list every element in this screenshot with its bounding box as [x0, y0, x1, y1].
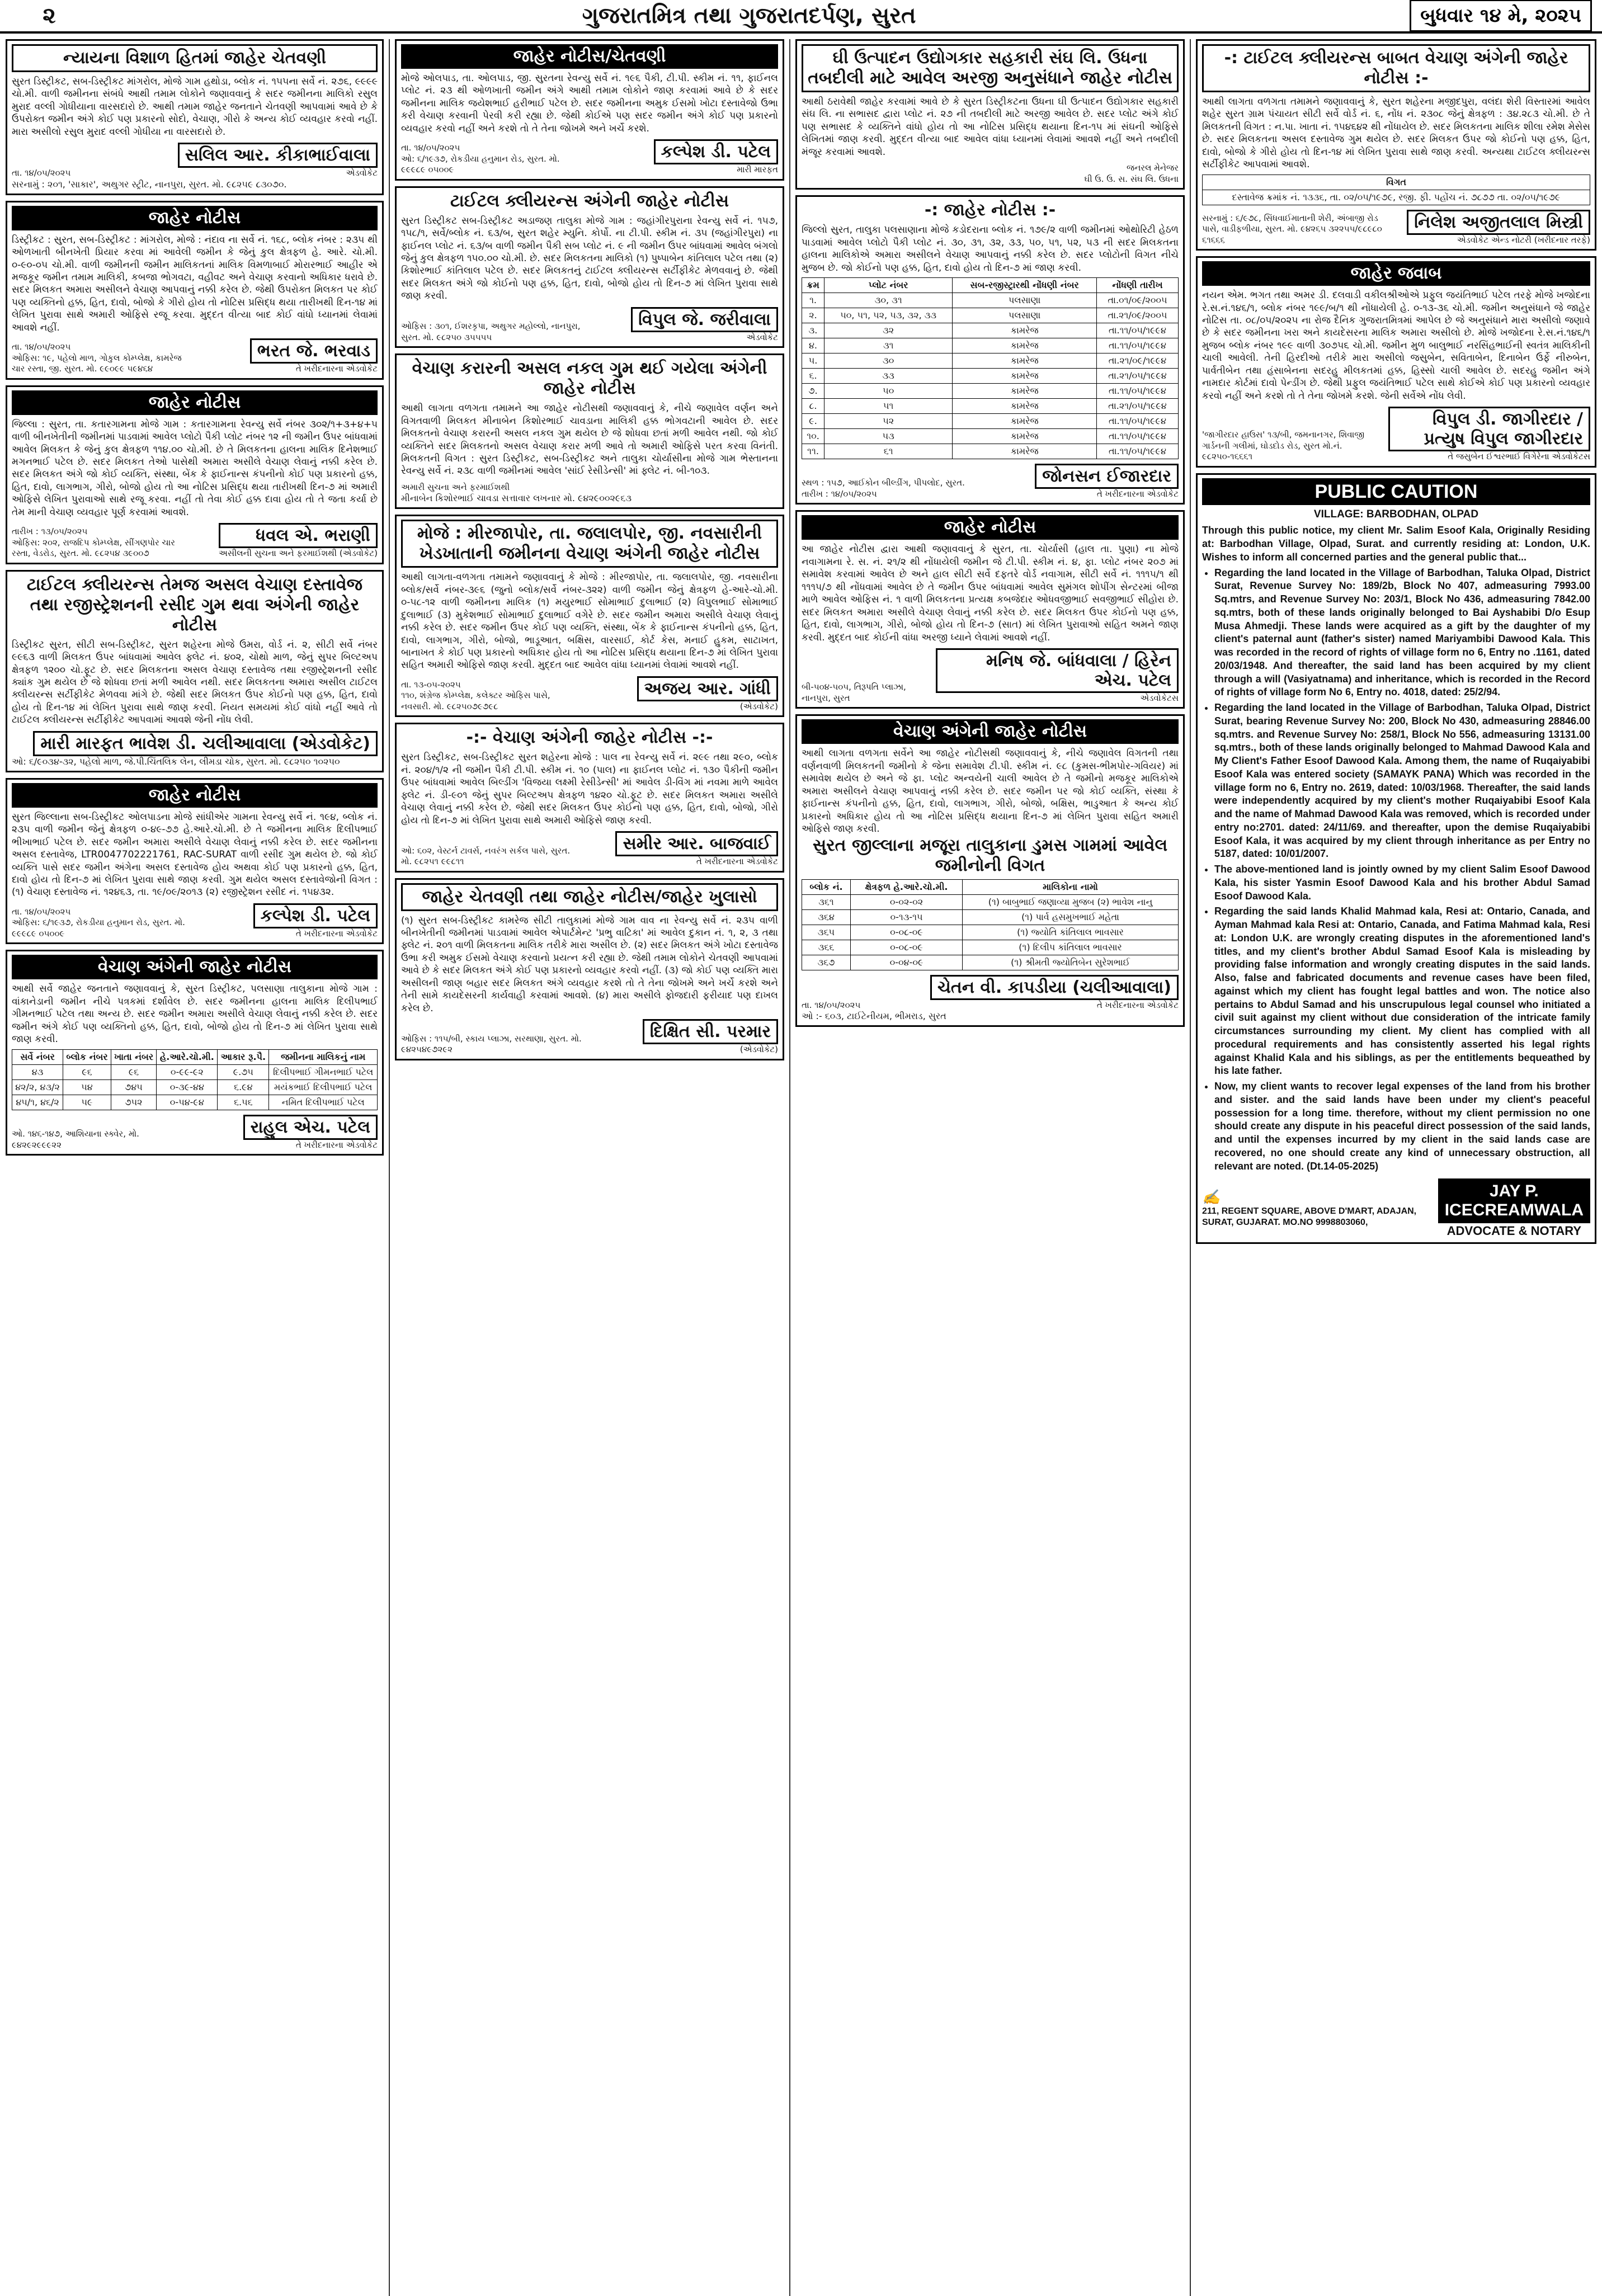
- table-cell: તા.૧૧/૦૫/૧૯૯૪: [1096, 338, 1178, 353]
- advocate-signature: [178, 143, 378, 179]
- table-cell: ૭૫૨: [111, 1095, 156, 1110]
- advocate-role: અસીલની સુચના અને ફરમાઈશથી (એડવોકેટ): [219, 548, 378, 559]
- advocate-role: (એડવોકેટ): [739, 701, 778, 711]
- table-cell: ૩૦, ૩૧: [824, 293, 953, 308]
- signature-block: [12, 1115, 378, 1151]
- issue-date: બુધવાર ૧૪ મે, ૨૦૨૫: [1410, 0, 1592, 32]
- table-cell: તા.૨૧/૦૫/૧૯૯૪: [1096, 368, 1178, 383]
- advocate-role: તે ખરીદનારના એડવોકેટ: [696, 856, 778, 866]
- signature-block: [401, 307, 778, 343]
- advocate-signature: [219, 523, 378, 559]
- table-cell: (૧) શ્રીમતી જ્યોતિબેન સુરેશભાઈ: [963, 955, 1179, 970]
- table-cell: ૧૦.: [802, 428, 824, 444]
- table-header-cell: ક્રમ: [802, 277, 824, 293]
- table-cell: ૯.૭૫: [218, 1064, 269, 1079]
- table-cell: કામરેજ: [953, 428, 1097, 444]
- table-row: [12, 1095, 378, 1110]
- table-cell: ૩૬૫: [802, 925, 851, 940]
- table-cell: ૯૬: [63, 1064, 111, 1079]
- table-row: [802, 428, 1179, 444]
- signature-date-address: ઓ: ૬૦૨, વેસ્ટર્ન ટાવર્સ, નવરંગ સર્કલ પાસે, સુરત. મો. ૯૮૨૫૧ ૯૯૮૧૧: [401, 845, 571, 866]
- legal-notice: [1196, 39, 1596, 251]
- notice-title: જાહેર નોટીસ: [12, 783, 378, 808]
- column-1: [6, 39, 384, 2296]
- table-cell: ૪.: [802, 338, 824, 353]
- notice-title: ઘી ઉત્પાદન ઉદ્યોગકાર સહકારી સંઘ લિ. ઉધના તબદીલી માટે આવેલ અરજી અનુસંધાને જાહેર નોટીસ: [802, 44, 1179, 92]
- advocate-role: તે જસુબેન ઈશ્વરભાઈ વિગેરેના એડવોકેટસ: [1448, 451, 1590, 462]
- legal-notice: [395, 878, 784, 1060]
- legal-notice: [395, 353, 784, 509]
- signature-date-address: સ્થળ : ૧૫૭, આઈકોન બીલ્ડીંગ, પીપલોદ, સુરત. તારીખ : ૧૪/૦૫/૨૦૨૫: [802, 478, 965, 499]
- notice-body: જિલ્લા : સુરત, તા. કતારગામના મોજે ગામ : કતારગામના રેવન્યુ સર્વે નંબર ૩૦૨/૧+૩+૪+૫ વાળી બીનખેતીની જમીનમાં પાડવામાં આવેલ પ્લોટો પૈકી પ્લોટ નંબર ૧૨ ની જમીન ઉપર બાંધવામાં આવેલ મિલકત કે જેનું કુલ ક્ષેત્રફળ ૧૧૪.૦૦ ચો.મી. છે તે મિલકતના હાલના માલિક દિનેશભાઈ મગનભાઈ પટેલ છે. સદર મિલકત તેઓ પાસેથી અમારા અસીલે વેચાણ લેવાનું નક્કી કરેલ છે. સદર મિલકત અંગે જો કોઈ વ્યક્તિ, સંસ્થા, બેંક કે ફાઈનાન્સ કંપનીનો કોઈ પણ પ્રકારનો હક્ક, હિત, દાવો, લાગભાગ, ગીરો, બોજો હોય તો આ નોટિસ પ્રસિદ્ધ થયા તારીખથી દિન-૭ માં અમારી ઓફિસે લેખિત પુરાવાઓ સાથે રજૂ કરવા. નહીં તો તેવા કોઈ હક્ક દાવા હોય તો તે જતા કર્યા છે તેમ માની વેચાણ વ્યવહાર પૂર્ણ કરવામાં આવશે.: [12, 418, 378, 518]
- legal-notice: [395, 39, 784, 181]
- legal-notice: [6, 385, 384, 564]
- table-cell: પલસાણા: [953, 308, 1097, 323]
- advocate-role: તે ખરીદનારના એડવોકેટ: [1096, 488, 1179, 499]
- legal-notice: [395, 186, 784, 348]
- advocate-signature: [250, 338, 378, 375]
- table-header-cell: જમીનના માલિકનું નામ: [269, 1049, 378, 1064]
- signature-block: [12, 338, 378, 375]
- notice-body: આથી લાગતા વળગતા સર્વેને આ જાહેર નોટીસથી જણાવવાનું કે, નીચે જણાવેલ વિગતની તથા વર્ણનવાળી મિલકતની જમીનો કે જેના સમાવેશ ટી.પી. સ્કીમ નં. ૯૮ (કુમસ-ભીમપોર-ગવિયર) માં સમાવેશ થયેલ છે અને જે ફા. પ્લોટ અન્વયેની ચાલી આવેલ છે તે જમીનો મજકૂર માલિકોએ અમારા અસીલને વેચાણ આપવાનું નક્કી કરેલ છે. સદર જમીન પર જો કોઈ વ્યક્તિ, સંસ્થા કે ફાઈનાન્સ કંપનીનો હક્ક, હિત, દાવો, લાગભાગ, ગીરો, બોજો, બક્ષિસ, ભાડુઆત કે અન્ય કોઈ પ્રકારનો અધિકાર હોય તો આ નોટિસ પ્રસિદ્ધ થયાના દિન-૭ માં લેખિત પુરાવા સહિત અમારી ઓફિસે જાણ કરવી.: [802, 748, 1179, 835]
- notice-title: વેચાણ અંગેની જાહેર નોટીસ: [802, 719, 1179, 744]
- notice-title: -: જાહેર નોટીસ :-: [924, 200, 1056, 220]
- table-cell: ૩૬૪: [802, 909, 851, 925]
- notice-title: જાહેર જવાબ: [1202, 261, 1590, 286]
- advocate-role: તે ખરીદનારના એડવોકેટ: [295, 1139, 378, 1150]
- advocate-signature: [253, 903, 378, 940]
- signature-date-address: ઓફિસ : ૩૦૧, ઈશરકૃપા, અથુગર મહોલ્લો, નાનપુરા, સુરત. મો. ૯૮૨૫૦ ૩૫૫૫૫: [401, 321, 581, 342]
- table-cell: (૧) પાર્વ હસમુખભાઈ મહેતા: [963, 909, 1179, 925]
- legal-notice: [395, 723, 784, 872]
- signature-block: [802, 975, 1179, 1011]
- legal-notice: [395, 515, 784, 717]
- table-header-cell: પ્લોટ નંબર: [824, 277, 953, 293]
- notice-body: નયન એમ. ભગત તથા અમર ડી. દલવાડી વકીલશ્રીઓએ પ્રફુલ જયંતિભાઈ પટેલ તરફે મોજે ખજોદના રે.સ.નં.૧૪૬/૧, બ્લોક નંબર ૧૯૯/બ/૧ થી નોંધાયેલી હે. ૦-૧૩-૩૬ ચો.મી. જમીન અનુસંધાને જે જાહેર નોટિસ તા. ૦૮/૦૫/૨૦૨૫ ના રોજ દૈનિક ગુજરાતમિત્રમાં આપેલ છે જે અનુસંધાને મારા અસીલો જણાવે છે કે સદર જમીનના ખરા અને કાયદેસરના માલિક અમારા અસીલો છે. મોજે ખજોદના રે.સ.નં.૧૪૬/૧ મુજબ બ્લોક નંબર ૧૯૯ વાળી ૩૦૭૫૬ ચો.મી. જમીન મુળ બાલુભાઈ નરસિંહભાઈની સ્વતંત્ર માલિકીની ચાલી આવેલી. તેની હિરદીઓ તરીકે મારા અસીલો જસુબેન, સવિતાબેન, દિનાબેન ઉર્ફે નીરુબેન, પાર્વતીબેન તથા હંસાબેનના સદરહુ મીલકતમાં હક્ક, હિસ્સો ચાલી આવેલ છે. સદરહુ જમીન અંગે નામદાર કોર્ટમાં દાવો પેન્ડીંગ છે. જેથી પ્રફુલ જયંતિભાઈ પટેલ સાથે કોઈએ કોઈ પણ પ્રકારનો વ્યવહાર કરવો નહીં અને કરશે તો તે તેના જોખમે કરશે. જેની સર્વેએ નોંધ લેવી.: [1202, 290, 1590, 402]
- notice-title: -: ટાઈટલ ક્લીયરન્સ બાબત વેચાણ અંગેની જાહેર નોટીસ :-: [1202, 44, 1590, 92]
- table-row: [1203, 190, 1590, 205]
- legal-notice: [1196, 256, 1596, 467]
- signature-block: [401, 1019, 778, 1055]
- table-cell: કામરેજ: [953, 368, 1097, 383]
- signature-date-address: 'જાગીરદાર હાઉસ' ૧૩/બી, જમનાનગર, શિવાજી ગાર્ડનની ગલીમાં, ઘોડદોડ રોડ, સુરત મો.નં. ૯૮૨૫૦-૧૬૬૬૧: [1202, 430, 1365, 462]
- signature-block: [802, 163, 1179, 185]
- notice-table: [802, 879, 1179, 970]
- table-cell: ૫૩: [824, 428, 953, 444]
- table-cell: ૦-૧૩-૧૫: [850, 909, 962, 925]
- notice-body: (૧) સુરત સબ-ડિસ્ટ્રીકટ કામરેજ સીટી તાલુકામાં મોજે ગામ વાવ ના રેવન્યુ સર્વે નં. ૨૩૫ વાળી બીનખેતીની જમીનમાં પાડવામાં આવેલ એપાર્ટમેન્ટ 'પ્રભુ વાટિકા' માં આવેલ દુકાન નં. ૧, ૨, ૩ તથા ફ્લેટ નં. ૨૦૧ વાળી મિલકતના માલિક તરીકે મારા અસીલ છે. (૨) સદર મિલકત અંગે ખોટા દસ્તાવેજ ઉભા કરી અમુક ઈસમો વેચાણ કરવાનો પ્રયત્ન કરી રહ્યા છે. જેથી તમામ લોકોને ચેતવણી આપવામાં આવે છે કે સદર મિલકત અંગે કોઈ પણ પ્રકારનો વ્યવહાર કરવો નહીં. (૩) જો કોઈ પણ વ્યક્તિ મારા અસીલની જાણ બહાર સદર મિલકત અંગે વ્યવહાર કરશે તો તે તેના જોખમે અને ખર્ચે કરશે અને તેની સામે કાયદેસરની કાર્યવાહી કરવામાં આવશે. (૪) મારા અસીલે ફોજદારી ફરીયાદ પણ દાખલ કરેલ છે.: [401, 914, 779, 1014]
- public-caution-subtitle: VILLAGE: BARBODHAN, OLPAD: [1313, 508, 1479, 521]
- table-cell: કામરેજ: [953, 383, 1097, 398]
- table-cell: ૬૧: [824, 444, 953, 459]
- table-cell: ૩૩: [824, 368, 953, 383]
- signature-address: સરનામું : ૨૦૧, 'સાકાર', અથુગર સ્ટ્રીટ, નાનપુરા, સુરત. મો. ૯૮૨૫૯ ૮૩૦૭૦.: [12, 178, 287, 190]
- advocate-role: એડવોકેટ એન્ડ નોટરી (ખરીદનાર તરફે): [1457, 234, 1590, 245]
- notice-title: -:- વેચાણ અંગેની જાહેર નોટીસ -:-: [466, 728, 713, 748]
- legal-notice: [795, 195, 1185, 505]
- legal-notice: [795, 510, 1185, 709]
- signature-date-address: તા. ૧૪/૦૫/૨૦૨૫ ઓફિસ: ૬/૧૯૩૭, રોકડીયા હનુમાન રોડ, સુરત. મો. ૯૯૯૮૯ ૦૫૦૦૯: [12, 906, 185, 939]
- table-header-cell: વિગત: [1203, 175, 1590, 190]
- table-row: [802, 955, 1179, 970]
- advocate-signature: [1085, 163, 1179, 185]
- notice-title: જાહેર ચેતવણી તથા જાહેર નોટીસ/જાહેર ખુલાસો: [401, 883, 778, 911]
- legal-notice: [6, 201, 384, 380]
- notice-title: જાહેર નોટીસ: [12, 206, 378, 230]
- table-cell: ૩૧: [824, 338, 953, 353]
- table-cell: ૫૧: [824, 398, 953, 413]
- table-cell: ૩.: [802, 323, 824, 338]
- signature-date-address: તા. ૧૪/૦૫/૨૦૨૫: [802, 1000, 861, 1010]
- table-cell: (૧) બાબુભાઈ જણાવ્યા મુજબ (૨) ભાવેશ નાનુ: [963, 894, 1179, 909]
- table-cell: ૭૪૫: [111, 1079, 156, 1095]
- advocate-name: મનિષ જે. બાંધવાલા / હિરેન એચ. પટેલ: [936, 648, 1179, 693]
- advocate-role: તે ખરીદનારના એડવોકેટ: [295, 364, 378, 374]
- table-row: [802, 413, 1179, 428]
- table-cell: (૧) જ્યોતિ કાંતિલાલ ભાવસાર: [963, 925, 1179, 940]
- signature-block: [12, 523, 378, 559]
- table-cell: ૩૨: [824, 323, 953, 338]
- public-caution-intro: Through this public notice, my client Mr. Salim Esoof Kala, Originally Residing at: Barbodhan Village, Olpad, Surat. and currently residing at: London, U.K. Wishes to inform all concerned parties and the general public that...: [1202, 525, 1590, 563]
- advocate-role: એડવોકેટસ: [1140, 692, 1179, 703]
- table-cell: કામરેજ: [953, 323, 1097, 338]
- table-row: [802, 398, 1179, 413]
- advocate-name: રાહુલ એચ. પટેલ: [243, 1115, 378, 1140]
- table-cell: તા.૧૧/૦૫/૧૯૯૪: [1096, 383, 1178, 398]
- table-cell: ૩૬૧: [802, 894, 851, 909]
- advocate-name: ચેતન વી. કાપડીયા (ચલીઆવાલા): [930, 975, 1179, 1000]
- table-cell: ૫૯: [63, 1095, 111, 1110]
- notice-title: ટાઈટલ ક્લીયરન્સ તેમજ અસલ વેચાણ દસ્તાવેજ તથા રજીસ્ટ્રેશનની રસીદ ગુમ થવા અંગેની જાહેર નોટીસ: [26, 574, 363, 635]
- advocate-signature: [1407, 210, 1590, 246]
- advocate-role: તે ખરીદનારના એડવોકેટ: [295, 928, 378, 939]
- notice-title: ટાઈટલ ક્લીયરન્સ અંગેની જાહેર નોટીસ: [450, 191, 729, 211]
- signature-block: [12, 903, 378, 940]
- table-cell: તા.૨૧/૦૯/૧૯૯૪: [1096, 353, 1178, 368]
- signature-date-address: સરનામું : ૬/૯૭૮, સિંધવાઈમાતાની શેરી, અંબાજી રોડ પાસે, વાડીફળીયા, સુરત. મો. ૯૪૨૬૫ ૩૨૨૫૫/૯૮૯૮૦ ૬૧૬૬૬: [1202, 213, 1382, 245]
- column-4: [1196, 39, 1596, 2296]
- table-cell: પલસાણા: [953, 293, 1097, 308]
- advocate-role: એડવોકેટ: [346, 168, 378, 178]
- notice-body: આથી સર્વે જાહેર જનતાને જણાવવાનું કે, સુરત ડિસ્ટ્રીકટ, પલસાણા તાલુકાના મોજે ગામ : વાંકાનેડાની જમીન નીચે પત્રકમાં દર્શાવેલ છે. સદર જમીનના હાલના માલિક દિલીપભાઈ ગીમનભાઈ પટેલ તથા અન્ય છે. સદર જમીન અમારા અસીલે વેચાણ લેવાનું નક્કી કરેલ છે. સદર જમીન અંગે કોઈ પણ વ્યક્તિનો હક્ક, હિત, દાવો, બોજો હોય તો દિન-૭ માં લેખિત પુરાવા સાથે જાણ કરવી.: [12, 983, 378, 1045]
- table-cell: ૪૩: [12, 1064, 63, 1079]
- notice-body: મોજે ઓલપાડ, તા. ઓલપાડ, જી. સુરતના રેવન્યુ સર્વે નં. ૧૯૬ પૈકી, ટી.પી. સ્કીમ નં. ૧૧, ફાઈનલ પ્લોટ નં. ૨૩ થી ઓળખાતી જમીન અંગે આથી તમામ લોકોને જાણ કરવામાં આવે છે કે સદર જમીનના માલિક જયેશભાઈ હરીભાઈ પટેલ છે. સદર જમીનના અમુક ઈસમો ખોટા દસ્તાવેજો ઉભા કરી વેચાણ કરવાની પેરવી કરી રહ્યા છે. જેથી કોઈએ પણ સદર જમીન અંગે કોઈ પણ પ્રકારનો વ્યવહાર કરવો નહીં અને કરશે તો તે તેના જોખમે અને ખર્ચે કરશે.: [401, 73, 778, 134]
- signature-address: ઓ :- ૬૦૩, ટાઈટેનીયમ, ભીમરાડ, સુરત: [802, 1011, 946, 1021]
- table-cell: ૩૦: [824, 353, 953, 368]
- notice-body: આ જાહેર નોટીસ દ્વારા આથી જણાવવાનું કે સુરત, તા. ચોર્યાસી (હાલ તા. પુણા) ના મોજે નવાગામના રે. સ. નં. ૨૧/૨ થી નોંધાયેલી જમીન જે ટી.પી. સ્કીમ નં. ૪, ફા. પ્લોટ નંબર ૨૦૭ માં સમાવેશ કરવામાં આવેલ છે અને હાલ સીટી સર્વે દફતરે વોર્ડ નવાગામ, સીટી સર્વે નં. ૧૧૧૫/૧ થી ૧૧૧૫/૭ થી નોંધવામાં આવેલ છે તે જમીન ઉપર બાંધવામાં આવેલ સુમંગલ શોપીંગ સેન્ટરમાં બીજા માળે આવેલ ઓફિસ નં. ૧ વાળી મિલકતના પ્રત્યક્ષ કબજેદાર ઓધવજીભાઈ સવજીભાઈ સીહોરા છે. સદર મિલકત અમારા અસીલે વેચાણ લેવાનું નક્કી કરેલ છે. સદર મિલકત ઉપર કોઈનો પણ હક્ક, હિત, દાવો, લાગભાગ, ગીરો, બોજો હોય તો દિન-૭ (સાત) માં લેખિત પુરાવાઓ સહિત અમને જાણ કરવી. મુદ્દત બાદ કોઈની વાંધા અરજી ધ્યાને લેવામાં આવશે નહીં.: [802, 544, 1179, 643]
- advocate-block: [1202, 1178, 1590, 1239]
- notice-body: આથી ઠરાવેથી જાહેર કરવામાં આવે છે કે સુરત ડિસ્ટ્રીકટના ઉધના ઘી ઉત્પાદન ઉદ્યોગકાર સહકારી સંઘ લિ. ના સભાસદ દ્વારા પ્લોટ નં. ૨૭ ની તબદીલી માટે અરજી આવેલ છે. સદર પ્લોટ અંગે કોઈ પણ સભાસદ કે વ્યક્તિને વાંધો હોય તો આ નોટિસ પ્રસિદ્ધ થયાના દિન-૧૫ માં સંઘની ઓફિસે લેખિતમાં જાણ કરવી. મુદ્દત વીત્યા બાદ આવેલ વાંધા ધ્યાનમાં લેવામાં આવશે નહીં અને તબદીલી મંજૂર કરવામાં આવશે.: [802, 96, 1179, 158]
- table-row: [802, 338, 1179, 353]
- advocate-role: મારી મારફત: [737, 164, 778, 175]
- notice-body: ડિસ્ટ્રીકટ : સુરત, સબ-ડિસ્ટ્રીકટ : માંગરોલ, મોજે : નંદાવ ના સર્વે નં. ૧૬૮, બ્લોક નંબર : ૨૩૫ થી ઓળખાતી બીનખેતી પ્રિયાર કરવા માં આવેલી જમીન કે જેનું કુલ ક્ષેત્રફળ હે. આરે. ચો.મી. ૦-૯૦-૦૫ ચો.મી. વાળી જમીનની જમીન માલિકતનાં માલિક વિમળાબાઈ મોરારભાઈ આહીર એ મજકૂર જમીન તમામ માલિકી, કબજા ભોગવટા, વહીવટ અને વેચાણ કરવાનો અધિકાર ધરાવે છે. સદર મિલકત અમારા અસીલને વેચાણ આપવાનું નક્કી કરેલ છે. જેથી ઉપરોક્ત મિલકત પર કોઈ પણ વ્યક્તિનો હક્ક, હિત, દાવો, બોજો કે ગીરો હોય તો નોટિસ પ્રસિદ્ધ થયા તારીખથી દિન-૧૪ માં લેખિત પુરાવા સાથે અમારી ઓફિસે રજૂ કરવા. મુદ્દત વીત્યા બાદ કોઈ વાંધો ધ્યાનમાં લેવામાં આવશે નહીં.: [12, 234, 378, 333]
- table-cell: ૦-૦૪-૦૯: [850, 955, 962, 970]
- notice-title: વેચાણ અંગેની જાહેર નોટીસ: [12, 955, 378, 979]
- notice-body: સુરત ડિસ્ટ્રીકટ, સબ-ડિસ્ટ્રીકટ માંગરોલ, મોજે ગામ હથોડા, બ્લોક નં. ૧૫૫ના સર્વે નં. ૨૭૬, ૯૯૯૯ ચો.મી. વાળી જમીનના સંબંધે આથી તમામ લોકોને જણાવવાનું કે સદર જમીનના માલિકો રસુલ મુરાદ વલ્લી ગોધીયાના વારસદારો છે. આથી તમામ જાહેર જનતાને ચેતવણી આપવામાં આવે છે કે ઉપરોક્ત જમીન અંગે કોઈ પણ પ્રકારનો સોદો, વેચાણ, ગીરો કે અન્ય કોઈ વ્યવહાર કરવો નહીં. મારા અસીલો રસુલ મુરાદ વલ્લી ગોધીયા ના વારસદારો છે.: [12, 76, 378, 138]
- table-cell: દસ્તાવેજ ક્રમાંક નં. ૧૩૩૬, તા. ૦૨/૦૫/૧૯૭૯, રજી. ફી. પહોંચ નં. ૭૮૭૭ તા. ૦૨/૦૫/૧૯૭૯: [1203, 190, 1590, 205]
- table-cell: ૭.: [802, 383, 824, 398]
- table-row: [802, 353, 1179, 368]
- table-cell: ૪૫/૧, ૪૬/૨: [12, 1095, 63, 1110]
- advocate-name: દિક્ષિત સી. પરમાર: [643, 1019, 778, 1044]
- table-header-cell: નોંધણી તારીખ: [1096, 277, 1178, 293]
- table-cell: ૯૬: [111, 1064, 156, 1079]
- advocate-name: સમીર આર. બાજવાઈ: [615, 831, 778, 856]
- masthead: [0, 0, 1602, 34]
- table-cell: ૬.૫૬: [218, 1095, 269, 1110]
- table-cell: ૦-૦૮-૦૯: [850, 925, 962, 940]
- notice-title: ન્યાયના વિશાળ હિતમાં જાહેર ચેતવણી: [12, 44, 378, 72]
- table-cell: કામરેજ: [953, 398, 1097, 413]
- public-caution-title: PUBLIC CAUTION: [1202, 478, 1590, 506]
- signature-block: [401, 139, 778, 176]
- table-row: [802, 383, 1179, 398]
- signature-block: [802, 648, 1179, 704]
- advocate-signature: [33, 731, 378, 756]
- table-cell: ૫૦, ૫૧, ૫૨, ૫૩, ૩૨, ૩૩: [824, 308, 953, 323]
- table-row: [802, 444, 1179, 459]
- advocate-signature: [1035, 464, 1179, 500]
- signature-date-address: તારીખ : ૧૩/૦૫/૨૦૨૫ ઓફિસ: ૨૦૨, રાજદિપ કોમ્પ્લેક્ષ, સીંગણપોર ચાર રસ્તા, વેડરોડ, સુરત. મો. ૯૮૨૫૪ ૩૯૦૦૭: [12, 526, 175, 559]
- notice-body: જિલ્લો સુરત, તાલુકા પલસાણાના મોજે કડોદરાના બ્લોક નં. ૧૭૯/૨ વાળી જમીનમાં ઓથોરિટી હેઠળ પાડવામાં આવેલ પ્લોટો પૈકી પ્લોટ નં. ૩૦, ૩૧, ૩૨, ૩૩, ૫૦, ૫૧, ૫૨, ૫૩ ની સદર મિલકતના હાલના માલિકોએ અમારા અસીલને વેચાણ આપવાનું નક્કી કરેલ છે. સદર પ્લોટોની વિગત નીચે મુજબ છે. જો કોઈનો પણ હક્ક, હિત, દાવો હોય તો દિન-૭ માં જાણ કરવી.: [802, 224, 1179, 274]
- signature-block: [1202, 407, 1590, 463]
- table-cell: કામરેજ: [953, 413, 1097, 428]
- table-cell: ૫૦: [824, 383, 953, 398]
- table-row: [802, 293, 1179, 308]
- signature-icon: ✍: [1202, 1189, 1221, 1206]
- table-row: [802, 368, 1179, 383]
- signature-block: [401, 482, 778, 493]
- notice-body: ડિસ્ટ્રીકટ સુરત, સીટી સબ-ડિસ્ટ્રીકટ, સુરત શહેરના મોજે ઉમરા, વોર્ડ નં. ૨, સીટી સર્વે નંબર ૯૯૬૩ વાળી મિલકત ઉપર બાંધવામાં આવેલ ફ્લેટ નં. ૪૦૨, ચોથો માળ, જેનું સુપર બિલ્ટઅપ ક્ષેત્રફળ ૧૨૦૦ ચો.ફૂટ છે. સદર મિલકતના અસલ વેચાણ દસ્તાવેજ તથા રજીસ્ટ્રેશનની રસીદ ક્યાંક ગુમ થયેલ છે જે શોધવા છતાં મળી આવેલ નથી. સદર મિલકતના અમારા અસીલ ટાઈટલ ક્લીયરન્સ સર્ટીફીકેટ મેળવવા માંગે છે. જેથી સદર મિલકત ઉપર કોઈનો પણ હક્ક, હિત, દાવો હોય તો દિન-૧૪ માં લેખિત પુરાવા સાથે જાણ કરવી. નિયત સમયમાં કોઈ વાંધો નહીં આવે તો ટાઈટલ ક્લીયરન્સ સર્ટીફીકેટ આપવામાં આવશે જેની નોંધ લેવી.: [12, 639, 378, 726]
- table-row: [802, 940, 1179, 955]
- signature-date-address: બી-૫૦૪-૫૦૫, તિરૂપતિ પ્લાઝા, નાનપુરા, સુરત: [802, 682, 906, 703]
- legal-notice: [795, 39, 1185, 190]
- advocate-name: વિપુલ ડી. જાગીરદાર / પ્રત્યુષ વિપુલ જાગીરદાર: [1388, 407, 1590, 451]
- table-cell: તા.૧૧/૦૫/૧૯૯૪: [1096, 444, 1178, 459]
- table-cell: ૧.: [802, 293, 824, 308]
- signature-address: ઓ: ૬/૯૦૩૪-૩૨, પહેલો માળ, જે.પી.ચિંતલિક લેન, લીમડા ચોક, સુરત. મો. ૯૮૨૫૦ ૧૦૨૫૦: [12, 756, 340, 767]
- paper-name: ગુજરાતમિત્ર તથા ગુજરાતદર્પણ, સુરત: [582, 3, 916, 29]
- table-row: [802, 894, 1179, 909]
- advocate-address: 211, REGENT SQUARE, ABOVE D'MART, ADAJAN, SURAT, GUJARAT. MO.NO 9998803060,: [1202, 1206, 1417, 1228]
- legal-notice: [6, 39, 384, 195]
- table-header-cell: સબ-રજીસ્ટ્રારથી નોંધણી નંબર: [953, 277, 1097, 293]
- signature-date-address: ઓફિસ : ૧૧૫/બી, સ્કાય પ્લાઝા, સરથાણા, સુરત. મો. ૯૪૨૫૪૯૭૨૯૨: [401, 1033, 582, 1054]
- advocate-name: કલ્પેશ ડી. પટેલ: [654, 139, 778, 164]
- advocate-role: એડવોકેટ: [746, 332, 778, 342]
- advocate-role: જનરલ મેનેજર ઘી ઉ. ઉ. સ. સંઘ લિ. ઉધના: [1084, 163, 1179, 184]
- signature-block: [401, 831, 778, 868]
- notice-body: આથી લાગતા વળગતા તમામને આ જાહેર નોટીસથી જણાવવાનું કે, નીચે જણાવેલ વર્ણન અને વિગતવાળી મિલકત મીનાબેન કિશોરભાઈ ચાવડાના માલિકી હક્ક ભોગવટાની આવેલ છે. સદર મિલકતનો વેચાણ કરારની અસલ નકલ ગુમ થયેલ છે જે શોધવા છતાં મળી આવેલ નથી. જો કોઈ વ્યક્તિને સદર મિલકતનો અસલ વેચાણ કરાર મળી આવે તો અમારી ઓફિસે પરત કરવા વિનંતી. મિલકતની વિગત : સુરત ડિસ્ટ્રીકટ, સબ-ડિસ્ટ્રીકટ અને તાલુકા ચોર્યાસીના મોજે ગામ ભેસ્તાનના રેવન્યુ સર્વે નં. ૨૩૮ વાળી જમીનમાં આવેલ 'સાંઈ રેસીડેન્સી' માં ફ્લેટ નં. બી-૧૦૩.: [401, 403, 778, 477]
- table-cell: કામરેજ: [953, 444, 1097, 459]
- advocate-role: ADVOCATE & NOTARY: [1446, 1224, 1582, 1238]
- signature-block: [1202, 210, 1590, 246]
- table-cell: (૧) દિલીપ કાંતિલાલ ભાવસાર: [963, 940, 1179, 955]
- notice-table: [12, 1049, 378, 1110]
- table-cell: તા.૨૧/૦૫/૧૯૯૪: [1096, 398, 1178, 413]
- table-row: [802, 925, 1179, 940]
- advocate-signature: [615, 831, 778, 868]
- advocate-name: નિલેશ અજીતલાલ મિસ્ત્રી: [1407, 210, 1590, 235]
- table-cell: ૦-૦૮-૦૯: [850, 940, 962, 955]
- advocate-name: ભરત જે. ભરવાડ: [250, 338, 378, 364]
- table-row: [802, 308, 1179, 323]
- table-cell: મયંકભાઈ દિલીપભાઈ પટેલ: [269, 1079, 378, 1095]
- public-caution-point: • Regarding the said lands Khalid Mahmad kala, Resi at: Ontario, Canada, and Ayman Mahmad kala Resi at: Ontario, Canada, and Fatima Mahmad kala, Resi at: London U.K. are wrongly creating disputes in the aforementioned land's titles, and my client's brother Abdul Samad Esoof Kala is misleading by providing false information and wrongly creating disputes in the said lands. Also, false and fabricated documents and revenue cases have been filed, against which my client has fought legal battles and won. The notice also pertains to Abdul Samad and his unscrupulous legal counsel who initiated a civil suit against my client without due consideration of the intricate family circumstances surrounding my client. My client has complied with all procedural requirements and has consistently asserted his legal rights against Khalid Kala and his siblings, as per the entitlements bequeathed by his late father.: [1214, 905, 1590, 1078]
- advocate-signature: [654, 139, 778, 176]
- legal-notice: [6, 570, 384, 772]
- signature-date-address: ઓ. ૧૪૬-૧૪૭, આશિયાના સ્ક્વેર, મો. ૯૪૨૯૨૯૯૯૨૨: [12, 1129, 139, 1150]
- public-caution-point: • Regarding the land located in the Village of Barbodhan, Taluka Olpad, District Surat, bearing Revenue Survey No: 200, Block No 430, admeasuring 28846.00 sq.mtrs. and Revenue Survey No: 258/1, Block No 556, admeasuring 13131.00 sq.mtrs., both of these lands originally belonged to Mahmad Dawood Kala and My Client's Father Esoof Dawood Kala. Among them, the name of Ruqaiyabibi Esoof Kala was entered society (SAMAYK PANA) Which was recorded in the village form no 6, Entry no. 2619, dated: 10/03/1968. Thereafter, the said lands were independently acquired by my client's mother Ruqaiyabibi Esoof Kala and the name of Mahmad Dawood Kala was removed, which is recorded under entry no:2701. dated: 24/11/69. and thereafter, upon the demise Ruqaiyabibi Esoof Kala, it was acquired by my client through inheritance as per Entry no 5187, dated: 10/01/2007.: [1214, 701, 1590, 861]
- signature-address: મીનાબેન કિશોરભાઈ ચાવડા સત્તાવાર લખનાર મો. ૯૪૨૯૦૦૨૯૬૩: [401, 493, 632, 504]
- advocate-name: JAY P. ICECREAMWALA: [1438, 1178, 1590, 1223]
- notice-table: [802, 277, 1179, 459]
- table-header-cell: બ્લોક નંબર: [63, 1049, 111, 1064]
- table-header-cell: માલિકોના નામો: [963, 879, 1179, 894]
- advocate-signature: [936, 648, 1179, 704]
- table-row: [802, 323, 1179, 338]
- table-cell: નમિત દિલીપભાઈ પટેલ: [269, 1095, 378, 1110]
- notice-title: મોજે : મીરજાપોર, તા. જલાલપોર, જી. નવસારીની ખેડખાતાની જમીનના વેચાણ અંગેની જાહેર નોટીસ: [401, 520, 778, 568]
- table-cell: તા.૧૧/૦૫/૧૯૯૪: [1096, 428, 1178, 444]
- table-cell: ૫૪: [63, 1079, 111, 1095]
- table-cell: કામરેજ: [953, 353, 1097, 368]
- table-header-cell: ક્ષેત્રફળ હે.આરે.ચો.મી.: [850, 879, 962, 894]
- signature-date-address: અમારી સુચના અને ફરમાઈશથી: [401, 482, 510, 492]
- notice-body: સુરત ડિસ્ટ્રીકટ સબ-ડિસ્ટ્રીકટ અડાજણ તાલુકા મોજે ગામ : જહાંગીરપુરાના રેવન્યુ સર્વે નં. ૧૫૭, ૧૫૮/૧, સર્વે/બ્લોક નં. ૬૩/બ, સુરત શહેર મ્યુનિ. કોર્પો. ના ટી.પી. સ્કીમ નં. ૩૫ (જહાંગીરપુરા) ના ફાઈનલ પ્લોટ નં. ૬૩/બ વાળી જમીન પૈકી સબ પ્લોટ નં. ૯ ની જમીન ઉપર બાંધવામાં આવેલ બંગલો જેનું કુલ ક્ષેત્રફળ ૧૫૦.૦૦ ચો.મી. છે. સદર મિલકતના માલિકો (૧) પુષ્પાબેન કાંતિલાલ પટેલ તથા (૨) કિશોરભાઈ કાંતિલાલ પટેલ છે. સદર મિલકતનું ટાઈટલ ક્લીયરન્સ સર્ટીફીકેટ મેળવવાનું છે. જેથી સદર મિલકત અંગે જો કોઈનો પણ હક્ક, હિત, દાવો, બોજો હોય તો દિન-૭ માં લેખિત પુરાવા સાથે જાણ કરવી.: [401, 215, 778, 302]
- signature-block: [802, 464, 1179, 500]
- table-cell: ૬.: [802, 368, 824, 383]
- public-caution-point: • Regarding the land located in the Village of Barbodhan, Taluka Olpad, District Surat, Revenue Survey No: 189/2b, Block No 407, admeasuring 7993.00 Sq.mtrs, and Revenue Survey No: 203/1, Block No 436, admeasuring 7842.00 sq.mtrs, both of these lands originally belonged to Bai Ayshabibi D/o Esup Musa Ahmedji. These lands were acquired as a gift by the daughter of my client's paternal aunt (father's sister) named Mariyambibi Dawood Kala. This was recorded in the record of rights of village form no 6, Entry no .1161, dated 20/03/1948. And thereafter, the said land has been acquired by my client through a will (Vasiyatnama) and inheritance, which is recorded in the Record of rights of village form No 6, Entry no. 4018, dated: 25/2/94.: [1214, 567, 1590, 700]
- public-caution-notice: [1196, 473, 1596, 1244]
- table-cell: ૨.: [802, 308, 824, 323]
- notice-body: સુરત જિલ્લાના સબ-ડિસ્ટ્રીકટ ઓલપાડના મોજે સાંધીએર ગામના રેવન્યુ સર્વે નં. ૧૯૪, બ્લોક નં. ૨૩૫ વાળી જમીન જેનું ક્ષેત્રફળ ૦-૪૯-૭૭ હે.આરે.ચો.મી. છે તે જમીનના માલિક દિલીપભાઈ ભીખાભાઈ પટેલ છે. સદર જમીન અમારા અસીલે વેચાણ લેવાનું નક્કી કરેલ છે. સદર જમીનના અસલ દસ્તાવેજ, LTR0047702221761, RAC-SURAT વાળી રસીદ ગુમ થયેલ છે. જો કોઈ વ્યક્તિ પાસે સદર જમીન અંગેના અસલ દસ્તાવેજ હોય અથવા કોઈ પણ પ્રકારનો હક્ક, હિત, દાવો હોય તો દિન-૭ માં લેખિત પુરાવા સાથે જાણ કરવી. ગુમ થયેલ અસલ દસ્તાવેજોની વિગત : (૧) વેચાણ દસ્તાવેજ નં. ૧૨૪૬૩, તા. ૧૯/૦૯/૨૦૧૩ (૨) રજીસ્ટ્રેશન રસીદ નં. ૧૫૪૩૨.: [12, 811, 378, 898]
- table-cell: ૧૧.: [802, 444, 824, 459]
- table-cell: ૯.: [802, 413, 824, 428]
- public-caution-points: [1214, 567, 1590, 1173]
- table-cell: ૦-૫૪-૯૪: [157, 1095, 218, 1110]
- notice-title: જાહેર નોટીસ/ચેતવણી: [401, 44, 778, 69]
- advocate-name: વિપુલ જે. જરીવાલા: [631, 307, 778, 332]
- column-2: [395, 39, 784, 2296]
- advocate-signature: [631, 307, 778, 343]
- table-cell: કામરેજ: [953, 338, 1097, 353]
- legal-notice: [6, 778, 384, 945]
- notice-title: જાહેર નોટીસ: [802, 515, 1179, 540]
- table-row: [12, 1064, 378, 1079]
- table-cell: ૩૬૭: [802, 955, 851, 970]
- table-caption: સુરત જીલ્લાના મજૂરા તાલુકાના ડુમસ ગામમાં આવેલ જમીનોની વિગત: [812, 835, 1168, 875]
- table-cell: ૬.૯૪: [218, 1079, 269, 1095]
- signature-date-address: તા. ૧૩-૦૫-૨૦૨૫ ૧૧૦, શંગ્રેજ કોમ્પ્લેક્ષ, કલેક્ટર ઓફિસ પાસે, નવસારી. મો. ૯૮૨૫૦૭૯૭૯૮: [401, 679, 550, 711]
- table-cell: ૦-૯૯-૯૨: [157, 1064, 218, 1079]
- table-cell: ૮.: [802, 398, 824, 413]
- table-cell: તા.૧૧/૦૫/૧૯૯૪: [1096, 413, 1178, 428]
- notice-table: [1202, 175, 1590, 205]
- table-cell: તા.૧૧/૦૫/૧૯૯૪: [1096, 323, 1178, 338]
- signature-block: [12, 143, 378, 179]
- table-row: [12, 1079, 378, 1095]
- signature-block: [401, 676, 778, 713]
- table-cell: ૪૨/૨, ૪૩/૨: [12, 1079, 63, 1095]
- notice-title: વેચાણ કરારની અસલ નકલ ગુમ થઈ ગયેલા અંગેની જાહેર નોટીસ: [412, 359, 767, 399]
- advocate-signature: [637, 676, 778, 713]
- advocate-name: અજય આર. ગાંધી: [637, 676, 778, 701]
- advocate-signature: [930, 975, 1179, 1011]
- advocate-signature: [643, 1019, 778, 1055]
- advocate-role: (એડવોકેટ): [739, 1044, 778, 1054]
- notice-body: સુરત ડિસ્ટ્રીકટ, સબ-ડિસ્ટ્રીકટ સુરત શહેરના મોજે : પાલ ના રેવન્યુ સર્વે નં. ૨૯૯ તથા ૨૯૦, બ્લોક નં. ૨૦૪/૧/૨ ની જમીન પૈકી ટી.પી. સ્કીમ નં. ૧૦ (પાલ) ના ફાઈનલ પ્લોટ નં. ૧૩૦ પૈકીની જમીન ઉપર બાંધવામાં આવેલ બિલ્ડીંગ 'વિજયા લક્ષ્મી રેસીડેન્સી' માં આવેલ ડી-વિંગ માં નવમા માળે આવેલ ફ્લેટ નં. ડી-૯૦૧ જેનું સુપર બિલ્ટઅપ ક્ષેત્રફળ ૧૪૨૦ ચો.ફૂટ છે. સદર મિલકત અમારા અસીલે વેચાણ લેવાનું નક્કી કરેલ છે. જેથી સદર મિલકત ઉપર કોઈનો પણ હક્ક, હિત, દાવો, બોજો, ગીરો હોય તો દિન-૭ માં લેખિત પુરાવા સાથે અમારી ઓફિસે જાણ કરવી.: [401, 752, 778, 826]
- advocate-name: મારી મારફત ભાવેશ ડી. ચલીઆવાલા (એડવોકેટ): [33, 731, 378, 756]
- table-cell: તા.૦૧/૦૯/૨૦૦૫: [1096, 293, 1178, 308]
- table-cell: તા.૨૧/૦૯/૨૦૦૫: [1096, 308, 1178, 323]
- advocate-name: કલ્પેશ ડી. પટેલ: [253, 903, 378, 928]
- table-header-cell: સર્વે નંબર: [12, 1049, 63, 1064]
- signature-date-address: તા. ૧૪/૦૫/૨૦૨૫ ઓફિસ: ૧૯, પહેલો માળ, ગોકુલ કોમ્પ્લેક્ષ, કામરેજ ચાર રસ્તા, જી. સુરત. મો. ૯૯૦૯૯ ૫૯૪૬૪: [12, 342, 182, 374]
- legal-notice: [795, 714, 1185, 1027]
- table-cell: ૦-૩૯-૪૪: [157, 1079, 218, 1095]
- advocate-name: સલિલ આર. કીકાભાઈવાલા: [178, 143, 378, 168]
- table-cell: દિલીપભાઈ ગીમનભાઈ પટેલ: [269, 1064, 378, 1079]
- table-header-cell: હે.આરે.ચો.મી.: [157, 1049, 218, 1064]
- table-row: [802, 909, 1179, 925]
- table-cell: ૫.: [802, 353, 824, 368]
- column-3: [795, 39, 1185, 2296]
- signature-date-address: તા. ૧૪/૦૫/૨૦૨૫: [12, 168, 71, 178]
- signature-date-address: તા. ૧૪/૦૫/૨૦૨૫ ઓ: ૬/૧૯૩૭, રોકડીયા હનુમાન રોડ, સુરત. મો. ૯૯૯૮૯ ૦૫૦૦૯: [401, 143, 560, 175]
- legal-notice: [6, 950, 384, 1156]
- notice-title: જાહેર નોટીસ: [12, 390, 378, 415]
- public-caution-point: • The above-mentioned land is jointly owned by my client Salim Esoof Dawood Kala, his sister Yasmin Esoof Dawood Kala and his brother Abdul Samad Esoof Dawood Kala.: [1214, 863, 1590, 903]
- table-cell: ૦-૦૨-૦૨: [850, 894, 962, 909]
- advocate-role: તે ખરીદનારના એડવોકેટ: [1096, 1000, 1179, 1010]
- advocate-name: જોનસન ઈજારદાર: [1035, 464, 1179, 489]
- table-cell: ૫૨: [824, 413, 953, 428]
- table-header-cell: બ્લોક નં.: [802, 879, 851, 894]
- advocate-signature: [243, 1115, 378, 1151]
- notice-body: આથી લાગતા-વળગતા તમામને જણાવવાનું કે મોજે : મીરજાપોર, તા. જલાલપોર, જી. નવસારીના બ્લોક/સર્વે નંબર-૩૯૬ (જુનો બ્લોક/સર્વે નંબર-૩૨૨) વાળી જમીન જેનું ક્ષેત્રફળ હે-આરે-ચો.મી. ૦-૫૮-૧૨ વાળી જમીનના માલિક (૧) મયુરભાઈ સોમાભાઈ દુલાભાઈ (૨) વિપુલભાઈ સોમાભાઈ દુલાભાઈ (૩) મુકેશભાઈ સોમાભાઈ દુલાભાઈ વગેરે છે. સદર જમીન અમારા અસીલે વેચાણ લેવાનું નક્કી કરેલ છે. સદર જમીન ઉપર કોઈ પણ વ્યક્તિ, સંસ્થા, બેંક કે ફાઈનાન્સ કંપનીનો હક્ક, હિત, દાવો, લાગભાગ, ગીરો, બોજો, ભાડૂઆત, બક્ષિસ, વારસાઈ, કોર્ટ કેસ, મનાઈ હુકમ, સાટાખત, બાનાખત કે કોઈ પણ પ્રકારનો અધિકાર હોય તો આ નોટિસ પ્રસિદ્ધ થયાના દિન-૭ માં લેખિત પુરાવા સહિત અમારી ઓફિસે જાણ કરવી. મુદ્દત બાદ આવેલ વાંધા ધ્યાનમાં લેવામાં આવશે નહીં.: [401, 572, 778, 671]
- signature-block: [12, 731, 378, 756]
- page-number: ૨: [43, 3, 56, 29]
- notice-body: આથી લાગતા વળગતા તમામને જણાવવાનું કે, સુરત શહેરના મજીદપુરા, વલંદા શેરી વિસ્તારમાં આવેલ શહેર સુરત ગ્રામ પંચાયત સીટી સર્વે વોર્ડ નં. ૬, નોંધ નં. ૨૩૦૮ જેનું ક્ષેત્રફળ : ૩૪.૨૮૩ ચો.મી. છે તે મિલકતની વિગત : ન.પા. ખાતા નં. ૧૫૪૬૪૨ થી નોંધાયેલ છે. સદર મિલકતના માલિક શીલા રમેશ મેસેસ છે. સદર મિલકતના અસલ દસ્તાવેજ ગુમ થયેલ છે. સદર મિલકત ઉપર જો કોઈનો પણ હક્ક, હિત, દાવો, બોજો કે ગીરો હોય તો દિન-૧૪ માં લેખિત પુરાવા સાથે જાણ કરવી. અન્યથા ટાઈટલ ક્લીયરન્સ સર્ટીફીકેટ આપવામાં આવશે.: [1202, 96, 1590, 171]
- advocate-name: ધવલ એ. ભરાણી: [219, 523, 378, 548]
- advocate-signature: [1388, 407, 1590, 463]
- table-header-cell: ખાતા નંબર: [111, 1049, 156, 1064]
- public-caution-point: • Now, my client wants to recover legal expenses of the land from his brother and sister. and the said lands have been under my client's peaceful possession for a long time. therefore, without my client permission no one should create any dispute in his peaceful direct possession of the said lands, and until the expenses incurred by my client in the said lands case are recovered, no one should create any kind of unnecessary obstruction, all relevant are noted. (Dt.14-05-2025): [1214, 1080, 1590, 1173]
- table-cell: ૩૬૬: [802, 940, 851, 955]
- table-header-cell: આકાર રૂ.પૈ.: [218, 1049, 269, 1064]
